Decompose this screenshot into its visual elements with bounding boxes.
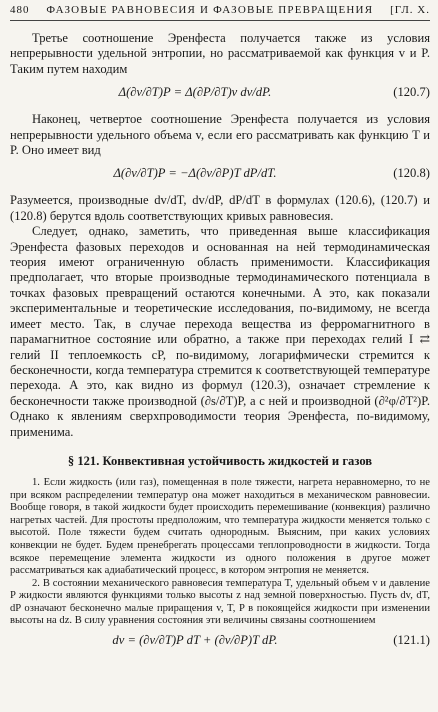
equation-body: Δ(∂v/∂T)P = Δ(∂P/∂T)v dv/dP.	[118, 85, 272, 100]
running-title: ФАЗОВЫЕ РАВНОВЕСИЯ И ФАЗОВЫЕ ПРЕВРАЩЕНИЯ	[46, 4, 374, 16]
equation-number: (121.1)	[393, 633, 430, 648]
section-heading: § 121. Конвективная устойчивость жидкостей и газов	[67, 453, 373, 468]
equation-number: (120.8)	[393, 166, 430, 181]
small-print-block	[10, 477, 430, 648]
chapter-marker: [ГЛ. X.	[390, 4, 430, 16]
paragraph-4: Следует, однако, заметить, что приведенная выше классификация Эренфеста фазовых переходов и основанная на ней термодинамическая теория имеют ограниченную область применимости. Классификация предполагает, что вторые производные термодинамического потенциала в точках фазовых превращений остаются конечными. А это, как показали экспериментальные и теоретические исследования, по-видимому, не всегда имеет место. Так, в случае перехода вещества из ферромагнитного в парамагнитное состояние или обратно, а также при переходах гелий I ⇄ гелий II теплоемкость cP, по-видимому, логарифмически стремится к бесконечности, когда температура стремится к соответствующей температуре перехода. А это, как видно из формул (120.3), означает стремление к бесконечности также производной (∂s/∂T)P, а с ней и производной (∂²φ/∂T²)P. Однако к явлениям сверхпроводимости теория Эренфеста, по-видимому, применима.	[10, 224, 430, 439]
equation-121-1	[10, 633, 430, 648]
equation-120-8	[10, 166, 430, 181]
paragraph-3: Разумеется, производные dv/dT, dv/dP, dP/dT в формулах (120.6), (120.7) и (120.8) берутся вдоль соответствующих кривых равновесия.	[10, 193, 430, 223]
small-paragraph-1: 1. Если жидкость (или газ), помещенная в поле тяжести, нагрета неравномерно, то не при всяком распределении температур она может находиться в механическом равновесии. Вообще говоря, в такой жидкости будет происходить перемешивание (конвекция) различно нагретых частей. Для простоты предположим, что температура жидкости меняется только с высотой. Поле тяжести будем считать однородным. Выясним, при каких условиях конвекции не будет. Будем пренебрегать процессами теплопроводности в жидкости. Тогда всякое перемещение элемента жидкости из одного положения в другое может рассматриваться как адиабатический процесс, в котором энтропия не меняется.	[10, 476, 430, 577]
equation-120-7	[10, 85, 430, 100]
paragraph-1: Третье соотношение Эренфеста получается также из условия непрерывности удельной энтропии, но рассматриваемой как функция v и P. Таким путем находим	[10, 31, 430, 76]
equation-number: (120.7)	[393, 85, 430, 100]
paragraph-2: Наконец, четвертое соотношение Эренфеста получается из условия непрерывности удельного объема v, если его рассматривать как функцию T и P. Оно имеет вид	[10, 112, 430, 158]
page-number: 480	[10, 4, 30, 16]
header-rule	[10, 20, 430, 21]
equation-body: Δ(∂v/∂T)P = −Δ(∂v/∂P)T dP/dT.	[113, 166, 277, 181]
small-paragraph-2: 2. В состоянии механического равновесия температура T, удельный объем v и давление P жидкости являются функциями только высоты z над земной поверхностью. Пусть dv, dT, dP означают бесконечно малые приращения v, T, P в покоящейся жидкости при изменении высоты на dz. В силу уравнения состояния эти величины связаны соотношением	[10, 577, 430, 627]
running-header	[10, 0, 430, 16]
equation-body: dv = (∂v/∂T)P dT + (∂v/∂P)T dP.	[112, 633, 278, 648]
